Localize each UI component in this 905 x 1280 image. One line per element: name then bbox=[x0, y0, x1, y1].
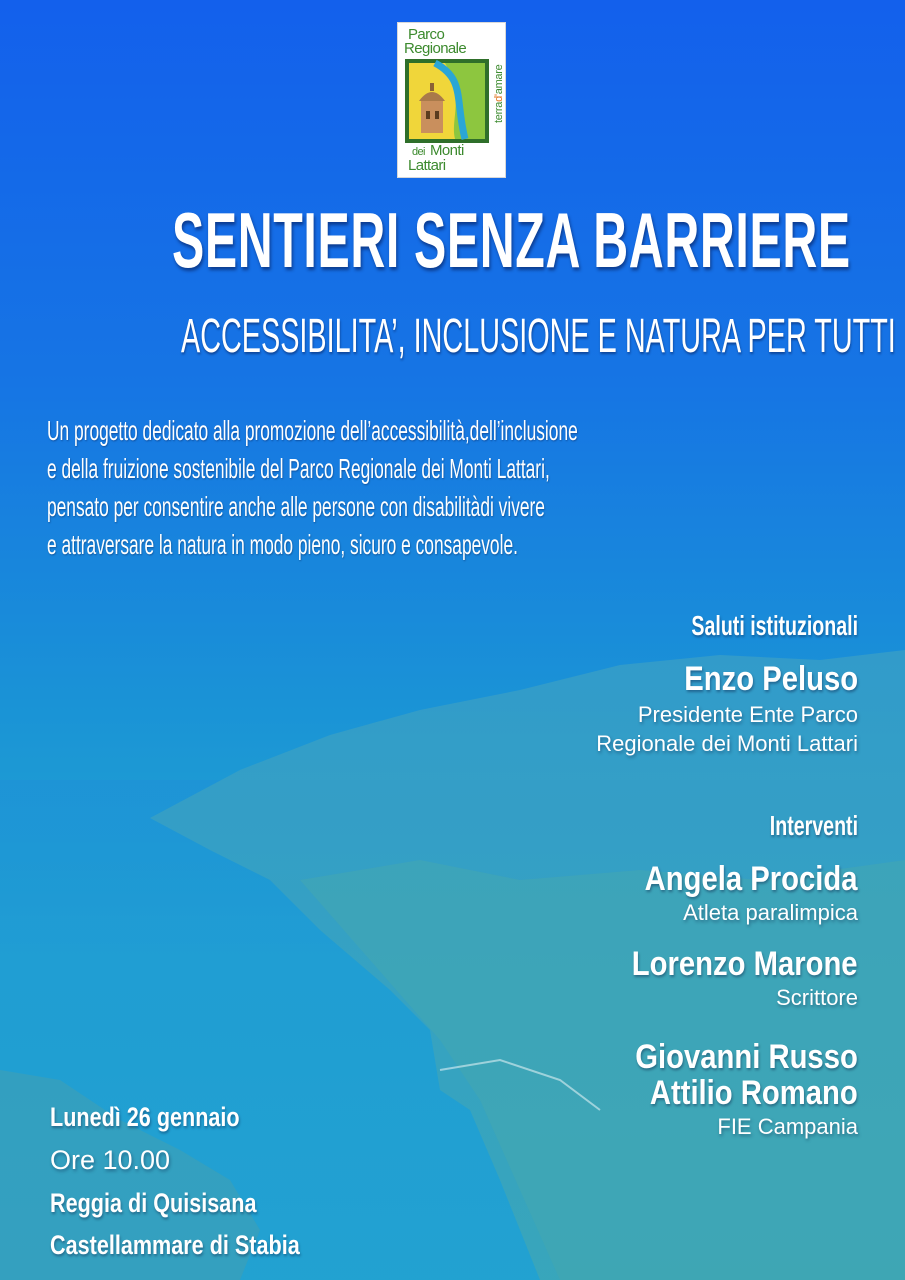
speaker-role: Scrittore bbox=[776, 985, 858, 1010]
logo-tagline-b: d' bbox=[493, 94, 505, 102]
logo-emblem bbox=[405, 59, 489, 143]
description-line: e della fruizione sostenibile del Parco Regionale dei Monti Lattari, bbox=[47, 453, 550, 484]
speaker-name: Lorenzo Marone bbox=[632, 945, 858, 983]
greetings-name: Enzo Peluso bbox=[684, 660, 858, 698]
logo-tagline-c: amare bbox=[493, 64, 505, 95]
speaker-group-role: FIE Campania bbox=[717, 1114, 858, 1139]
poster-subtitle: ACCESSIBILITA’, INCLUSIONE E NATURA PER TUTTI bbox=[181, 310, 896, 363]
project-description bbox=[47, 412, 853, 564]
event-time: Ore 10.00 bbox=[50, 1145, 171, 1175]
logo-line4: Monti bbox=[430, 142, 464, 159]
description-line: pensato per consentire anche alle persone con disabilitàdi vivere bbox=[47, 491, 545, 522]
speaker-name: Angela Procida bbox=[645, 860, 858, 898]
speaker-group-name1: Giovanni Russo bbox=[635, 1038, 858, 1076]
logo-tagline bbox=[493, 65, 505, 123]
logo-line3: dei bbox=[412, 146, 425, 158]
logo-tagline-a: terra bbox=[493, 101, 505, 123]
poster-title: SENTIERI SENZA BARRIERE bbox=[171, 196, 851, 284]
speaker-group-name2: Attilio Romano bbox=[650, 1074, 858, 1112]
event-venue: Reggia di Quisisana bbox=[50, 1188, 257, 1218]
greetings-heading: Saluti istituzionali bbox=[691, 610, 858, 641]
event-city: Castellammare di Stabia bbox=[50, 1230, 300, 1260]
greetings-role-line2: Regionale dei Monti Lattari bbox=[596, 731, 858, 756]
speakers-heading: Interventi bbox=[769, 810, 858, 841]
event-date: Lunedì 26 gennaio bbox=[50, 1102, 240, 1132]
greetings-role-line1: Presidente Ente Parco bbox=[637, 702, 858, 727]
logo-line5: Lattari bbox=[408, 157, 446, 174]
description-line: e attraversare la natura in modo pieno, sicuro e consapevole. bbox=[47, 529, 518, 560]
logo-line1: Parco bbox=[408, 26, 445, 43]
description-line: Un progetto dedicato alla promozione dell’accessibilità,dell’inclusione bbox=[47, 415, 578, 446]
parco-logo bbox=[397, 22, 506, 178]
logo-line2: Regionale bbox=[404, 40, 467, 57]
speaker-role: Atleta paralimpica bbox=[683, 900, 858, 925]
